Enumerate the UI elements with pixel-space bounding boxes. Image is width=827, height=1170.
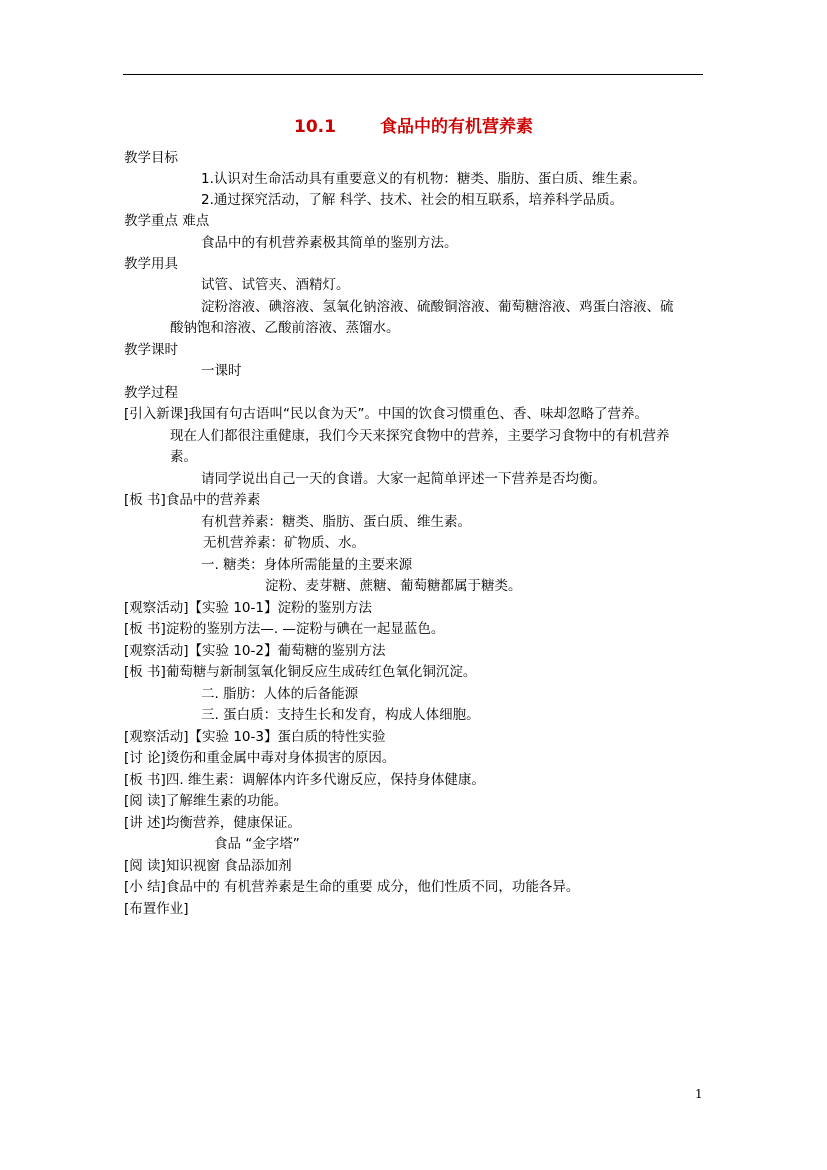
doc-line: 二. 脂肪：人体的后备能源: [201, 686, 359, 702]
doc-line: 2.通过探究活动，了解 科学、技术、社会的相互联系，培养科学品质。: [201, 192, 624, 208]
header-rule: [123, 74, 703, 75]
doc-line: 淀粉、麦芽糖、蔗糖、葡萄糖都属于糖类。: [265, 578, 522, 594]
doc-line: [讨 论]烫伤和重金属中毒对身体损害的原因。: [124, 750, 396, 766]
doc-line: [板 书]四. 维生素：调解体内许多代谢反应，保持身体健康。: [124, 772, 485, 788]
doc-line: [观察活动]【实验 10-2】葡萄糖的鉴别方法: [124, 643, 386, 659]
section-number: 10.1: [294, 117, 336, 137]
doc-line: 教学目标: [124, 150, 178, 166]
section-title: 食品中的有机营养素: [379, 117, 533, 137]
page-number: 1: [695, 1087, 703, 1101]
doc-line: 教学课时: [124, 342, 178, 358]
doc-line: 请同学说出自己一天的食谱。大家一起简单评述一下营养是否均衡。: [201, 471, 606, 487]
doc-line: 现在人们都很注重健康，我们今天来探究食物中的营养，主要学习食物中的有机营养: [170, 428, 670, 444]
doc-line: [观察活动]【实验 10-1】淀粉的鉴别方法: [124, 600, 372, 616]
page-title: [0, 112, 827, 137]
doc-line: 三. 蛋白质：支持生长和发育，构成人体细胞。: [201, 707, 480, 723]
doc-line: [板 书]葡萄糖与新制氢氧化铜反应生成砖红色氧化铜沉淀。: [124, 664, 477, 680]
doc-line: 一. 糖类：身体所需能量的主要来源: [201, 557, 413, 573]
doc-line: 无机营养素：矿物质、水。: [203, 535, 365, 551]
doc-line: 教学用具: [124, 256, 178, 272]
doc-line: [小 结]食品中的 有机营养素是生命的重要 成分，他们性质不同，功能各异。: [124, 879, 580, 895]
doc-line: [讲 述]均衡营养，健康保证。: [124, 815, 301, 831]
doc-line: [观察活动]【实验 10-3】蛋白质的特性实验: [124, 729, 386, 745]
doc-line: 食品中的有机营养素极其简单的鉴别方法。: [201, 235, 458, 251]
doc-line: [阅 读]了解维生素的功能。: [124, 793, 288, 809]
doc-line: 酸钠饱和溶液、乙酸前溶液、蒸馏水。: [170, 320, 400, 336]
doc-line: 试管、试管夹、酒精灯。: [201, 277, 350, 293]
doc-line: 淀粉溶液、碘溶液、氢氧化钠溶液、硫酸铜溶液、葡萄糖溶液、鸡蛋白溶液、硫: [201, 299, 674, 315]
doc-line: [布置作业]: [124, 901, 189, 917]
doc-line: 有机营养素：糖类、脂肪、蛋白质、维生素。: [201, 514, 471, 530]
doc-line: 教学过程: [124, 385, 178, 401]
doc-line: [板 书]淀粉的鉴别方法—. —淀粉与碘在一起显蓝色。: [124, 621, 445, 637]
doc-line: [阅 读]知识视窗 食品添加剂: [124, 858, 292, 874]
doc-line: 一课时: [201, 363, 242, 379]
doc-line: 食品 “金字塔”: [214, 836, 300, 852]
doc-line: 1.认识对生命活动具有重要意义的有机物：糖类、脂肪、蛋白质、维生素。: [201, 171, 646, 187]
doc-line: [板 书]食品中的营养素: [124, 492, 261, 508]
doc-line: 教学重点 难点: [124, 213, 210, 229]
doc-line: 素。: [170, 449, 197, 465]
doc-line: [引入新课]我国有句古语叫“民以食为天”。中国的饮食习惯重色、香、味却忽略了营养。: [124, 406, 649, 422]
